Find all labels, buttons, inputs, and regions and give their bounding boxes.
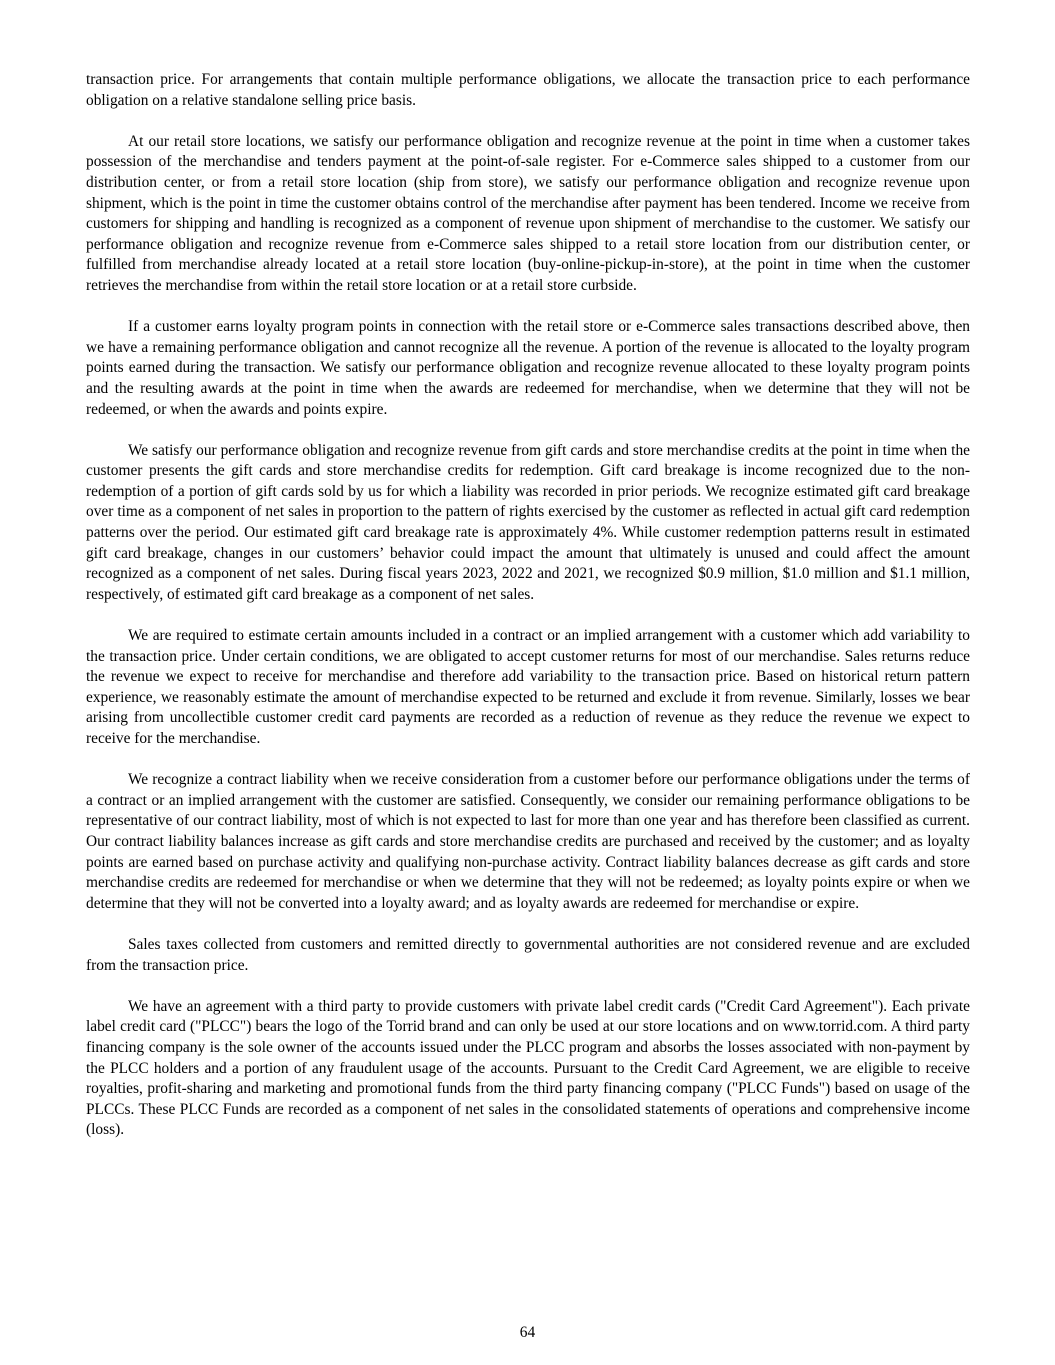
paragraph-gift-card-breakage: We satisfy our performance obligation and recognize revenue from gift cards and store merchandise credits at the point in time when the customer presents the gift cards and store merchandise credits for redemption. Gift card breakage is income recognized due to the non-redemption of a portion of gift cards sold by us for which a liability was recorded in prior periods. We recognize estimated gift card breakage over time as a component of net sales in proportion to the pattern of rights exercised by the customer as reflected in actual gift card redemption patterns over the period. Our estimated gift card breakage rate is approximately 4%. While customer redemption patterns result in estimated gift card breakage, changes in our customers’ behavior could impact the amount that ultimately is unused and could affect the amount recognized as a component of net sales. During fiscal years 2023, 2022 and 2021, we recognized $0.9 million, $1.0 million and $1.1 million, respectively, of estimated gift card breakage as a component of net sales. <box>86 441 970 603</box>
paragraph-loyalty-program: If a customer earns loyalty program points in connection with the retail store or e-Commerce sales transactions described above, then we have a remaining performance obligation and cannot recognize all the revenue. A portion of the revenue is allocated to the loyalty program points earned during the transaction. We satisfy our performance obligation and recognize revenue allocated to these loyalty program points and the resulting awards at the point in time when the awards are redeemed for merchandise, when we determine that they will not be redeemed, or when the awards and points expire. <box>86 318 970 418</box>
paragraph-contract-liability: We recognize a contract liability when we receive consideration from a customer before our performance obligations under the terms of a contract or an implied arrangement with the customer are satisfied. Consequently, we consider our remaining performance obligations to be representative of our contract liability, most of which is not expected to last for more than one year and has therefore been classified as current. Our contract liability balances increase as gift cards and store merchandise credits are purchased and received by the customer; and as loyalty points are earned based on purchase activity and qualifying non-purchase activity. Contract liability balances decrease as gift cards and store merchandise credits are redeemed for merchandise or when we determine that they will not be redeemed; as loyalty points expire or when we determine that they will not be converted into a loyalty award; and as loyalty awards are redeemed for merchandise or expire. <box>86 771 970 912</box>
document-body <box>86 70 970 1161</box>
paragraph-retail-store-revenue: At our retail store locations, we satisfy our performance obligation and recognize revenue at the point in time when a customer takes possession of the merchandise and tenders payment at the point-of-sale register. For e-Commerce sales shipped to a customer from our distribution center, or from a retail store location (ship from store), we satisfy our performance obligation and recognize revenue upon shipment, which is the point in time the customer obtains control of the merchandise after payment has been tendered. Income we receive from customers for shipping and handling is recognized as a component of revenue upon shipment of merchandise to the customer. We satisfy our performance obligation and recognize revenue from e-Commerce sales shipped to a retail store location from our distribution center, or fulfilled from merchandise already located at a retail store location (buy-online-pickup-in-store), at the point in time when the customer retrieves the merchandise from within the retail store location or at a retail store curbside. <box>86 132 970 294</box>
paragraph-variable-consideration: We are required to estimate certain amounts included in a contract or an implied arrangement with a customer which add variability to the transaction price. Under certain conditions, we are obligated to accept customer returns for most of our merchandise. Sales returns reduce the revenue we expect to receive for merchandise and therefore add variability to the transaction price. Based on historical return pattern experience, we reasonably estimate the amount of merchandise expected to be returned and exclude it from revenue. Similarly, losses we bear arising from uncollectible customer credit card payments are recorded as a reduction of revenue as they reduce the revenue we expect to receive for the merchandise. <box>86 627 970 747</box>
page-number: 64 <box>519 1324 536 1341</box>
paragraph-continuation-transaction-price: transaction price. For arrangements that contain multiple performance obligations, we allocate the transaction price to each performance obligation on a relative standalone selling price basis. <box>86 71 970 109</box>
paragraph-sales-taxes: Sales taxes collected from customers and remitted directly to governmental authorities are not considered revenue and are excluded from the transaction price. <box>86 935 970 974</box>
paragraph-credit-card-agreement: We have an agreement with a third party to provide customers with private label credit cards ("Credit Card Agreement"). Each private label credit card ("PLCC") bears the logo of the Torrid brand and can only be used at our store locations and on www.torrid.com. A third party financing company is the sole owner of the accounts issued under the PLCC program and absorbs the losses associated with non-payment by the PLCC holders and a portion of any fraudulent usage of the accounts. Pursuant to the Credit Card Agreement, we are eligible to receive royalties, profit-sharing and marketing and promotional funds from the third party financing company ("PLCC Funds") based on usage of the PLCCs. These PLCC Funds are recorded as a component of net sales in the consolidated statements of operations and comprehensive income (loss). <box>86 997 970 1139</box>
